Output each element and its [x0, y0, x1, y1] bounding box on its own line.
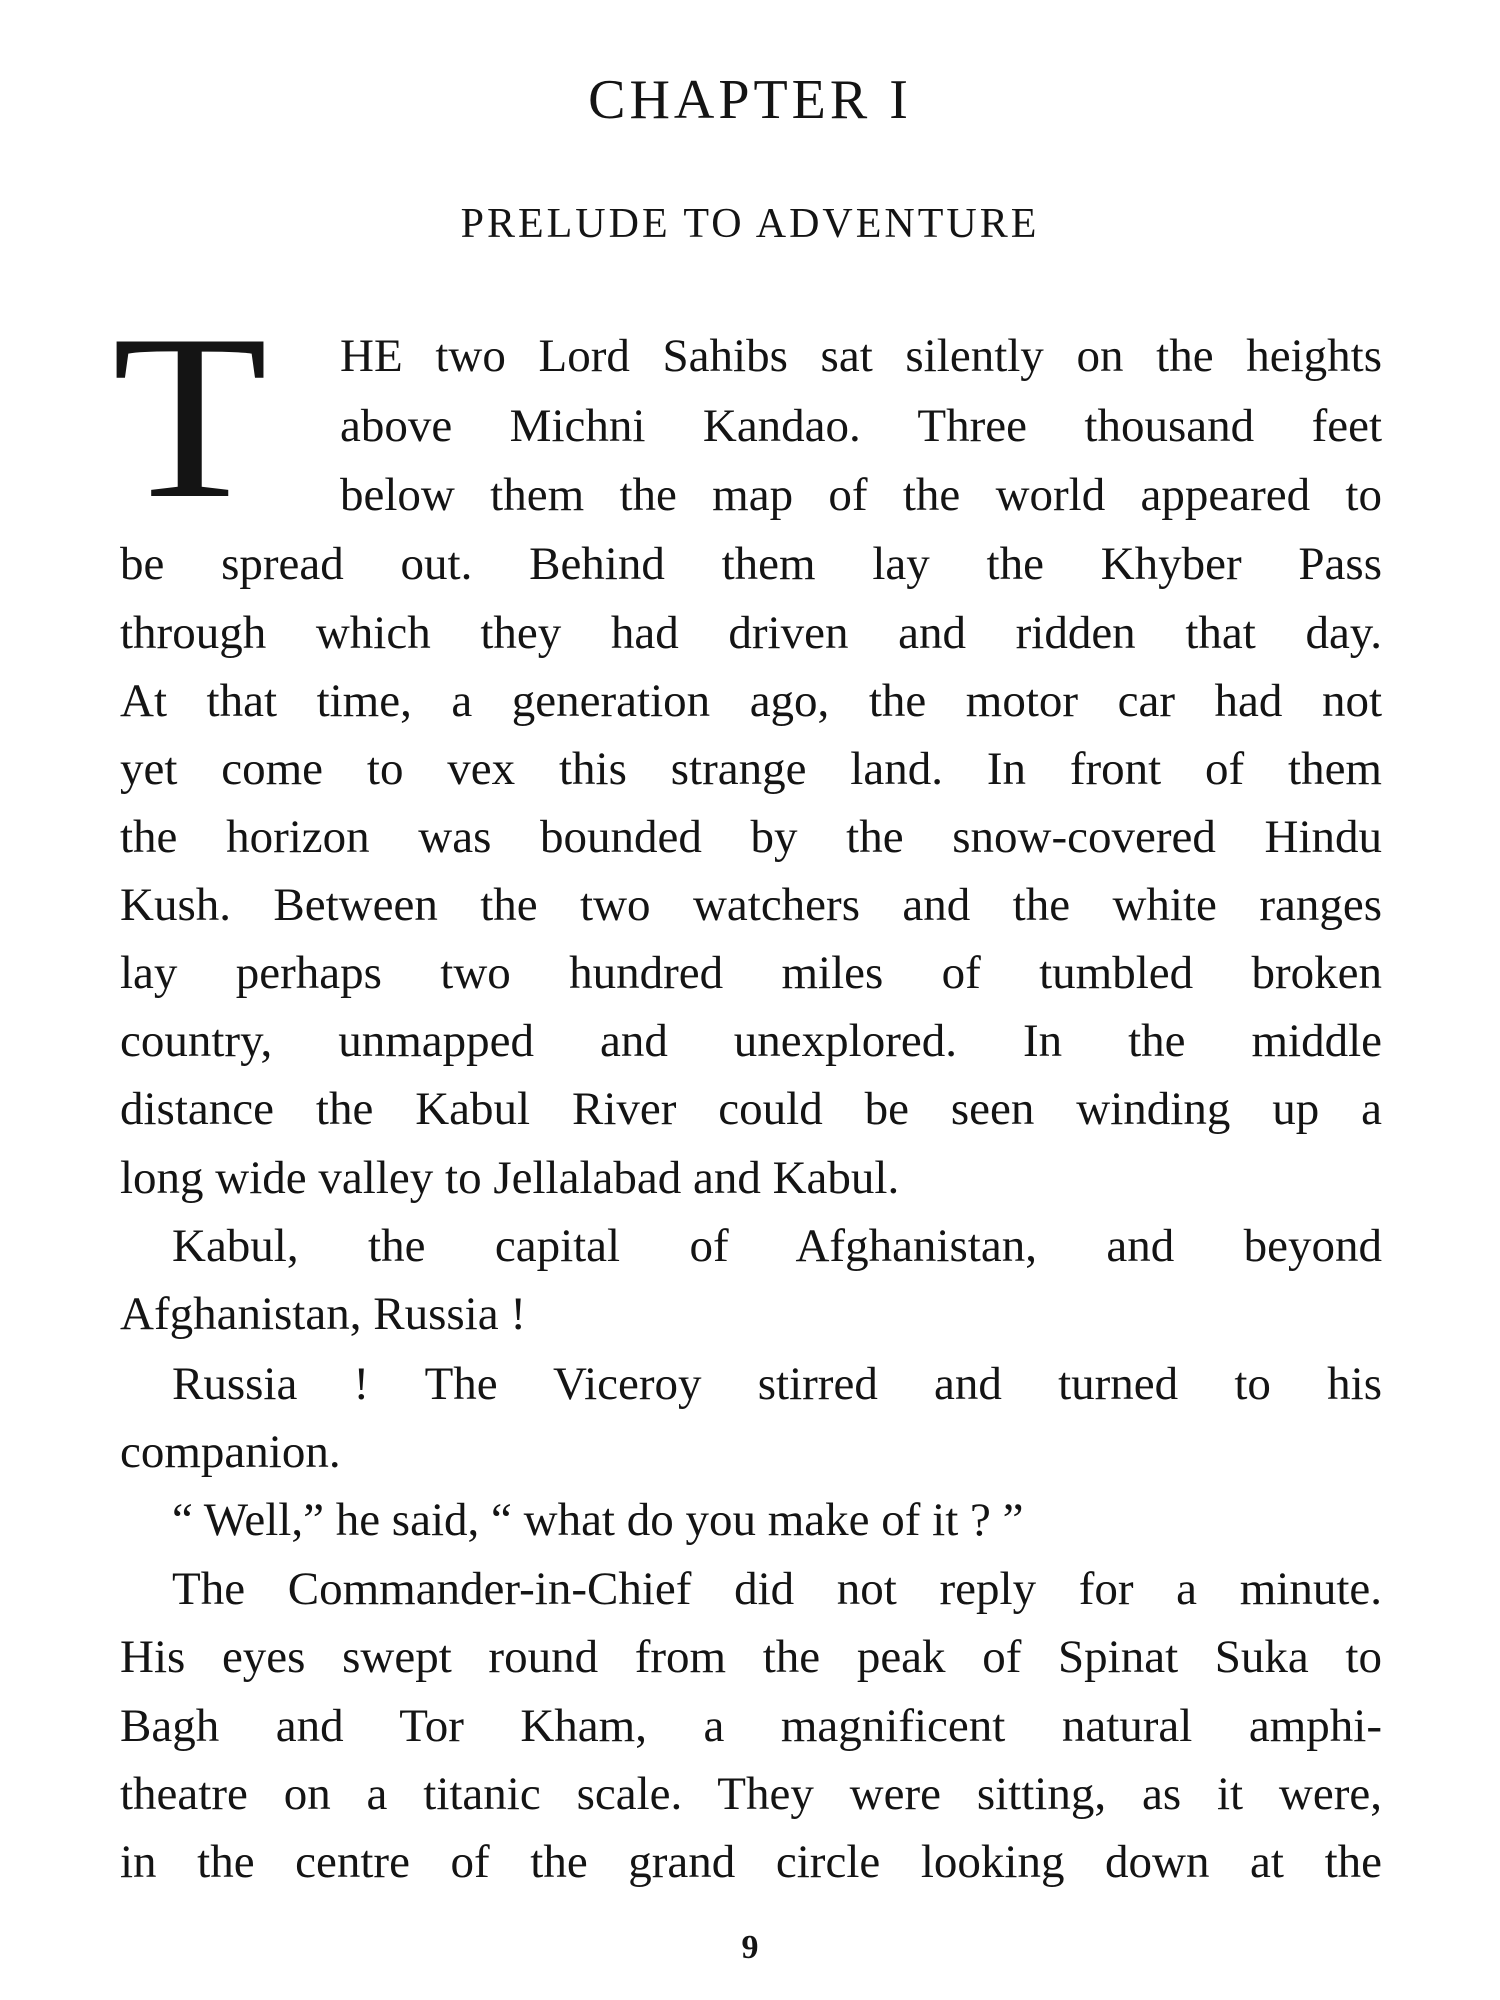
text-line: Russia ! The Viceroy stirred and turned to his [172, 1358, 1382, 1410]
text-line: in the centre of the grand circle looking down at the [120, 1836, 1382, 1888]
text-line: through which they had driven and ridden that day. [120, 607, 1382, 659]
text-line: lay perhaps two hundred miles of tumbled broken [120, 947, 1382, 999]
text-line: The Commander-in-Chief did not reply for a minute. [172, 1563, 1382, 1615]
text-line: the horizon was bounded by the snow-covered Hindu [120, 811, 1382, 863]
text-line: below them the map of the world appeared to [340, 469, 1382, 521]
text-line: distance the Kabul River could be seen winding up a [120, 1083, 1382, 1135]
text-line: Afghanistan, Russia ! [120, 1288, 526, 1340]
text-line: At that time, a generation ago, the motor car had not [120, 675, 1382, 727]
text-line: country, unmapped and unexplored. In the middle [120, 1015, 1382, 1067]
text-line: yet come to vex this strange land. In front of them [120, 743, 1382, 795]
text-line: His eyes swept round from the peak of Spinat Suka to [120, 1631, 1382, 1683]
text-line: Bagh and Tor Kham, a magnificent natural amphi- [120, 1700, 1382, 1752]
text-line: companion. [120, 1426, 341, 1478]
chapter-title: CHAPTER I [588, 69, 912, 131]
text-line: above Michni Kandao. Three thousand feet [340, 400, 1382, 452]
chapter-subtitle: PRELUDE TO ADVENTURE [460, 201, 1040, 247]
text-line: Kabul, the capital of Afghanistan, and beyond [172, 1220, 1382, 1272]
text-line: be spread out. Behind them lay the Khyber Pass [120, 538, 1382, 590]
drop-cap: T [112, 287, 268, 548]
text-line: HE two Lord Sahibs sat silently on the heights [340, 330, 1382, 382]
text-line: theatre on a titanic scale. They were sitting, as it were, [120, 1768, 1382, 1820]
text-line: long wide valley to Jellalabad and Kabul. [120, 1152, 900, 1204]
page-number: 9 [741, 1929, 759, 1966]
text-line: Kush. Between the two watchers and the white ranges [120, 879, 1382, 931]
text-line: “ Well,” he said, “ what do you make of it ? ” [172, 1494, 1024, 1546]
